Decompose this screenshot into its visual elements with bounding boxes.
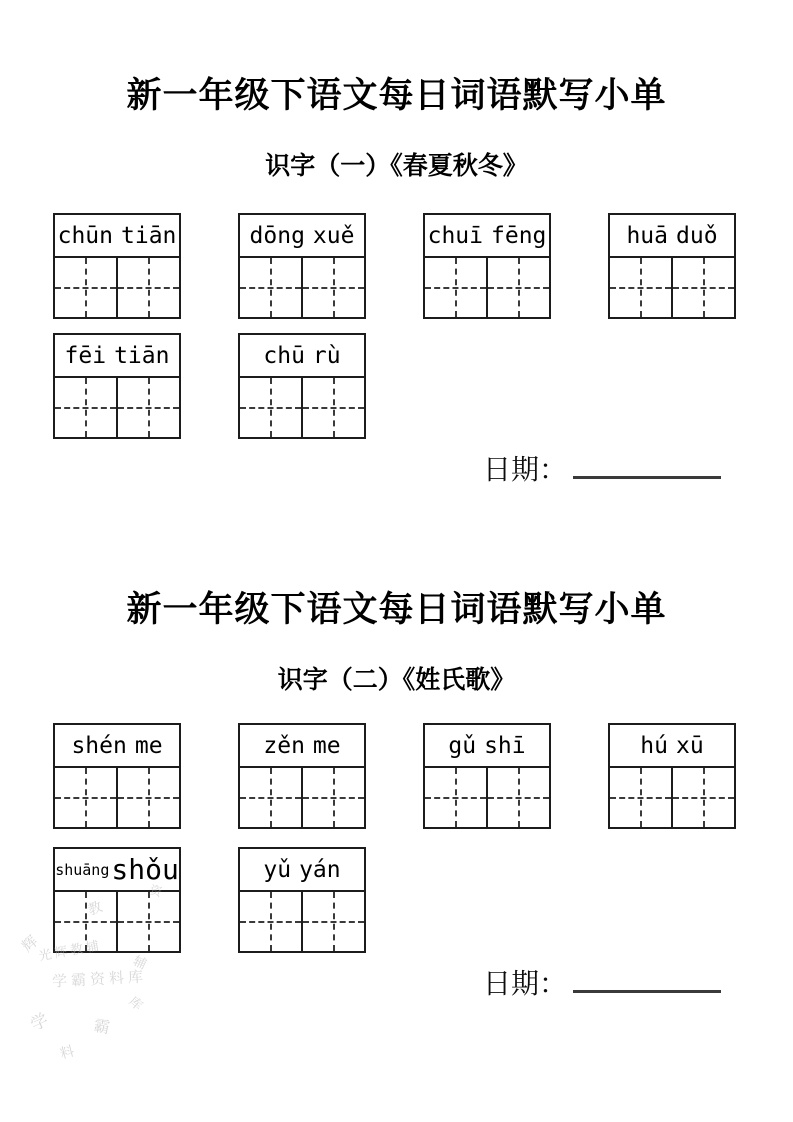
section-2-word-row-2 — [53, 847, 366, 953]
writing-cell — [55, 378, 116, 437]
pinyin-syllable: chuī — [427, 222, 483, 249]
writing-cell — [116, 768, 179, 827]
writing-cells — [55, 378, 179, 437]
pinyin-label — [55, 215, 179, 258]
pinyin-syllable: dōng — [249, 222, 305, 249]
writing-cell — [240, 892, 301, 951]
date-label: 日期： — [483, 455, 568, 486]
writing-cells — [240, 258, 364, 317]
writing-cells — [55, 892, 179, 951]
writing-cells — [610, 768, 734, 827]
pinyin-syllable: fēng — [491, 222, 547, 249]
date-line-section-1 — [483, 448, 721, 488]
watermark-text: 教 — [85, 898, 105, 918]
writing-cells — [610, 258, 734, 317]
pinyin-syllable: fēi — [64, 342, 107, 369]
writing-cell — [425, 258, 486, 317]
watermark-text: 库 — [126, 993, 146, 1014]
writing-cells — [240, 378, 364, 437]
pinyin-syllable: zěn — [263, 732, 305, 759]
writing-cells — [425, 768, 549, 827]
section-1-subtitle: 识字（一）《春夏秋冬》 — [265, 152, 528, 180]
watermark-text: 学霸资料库 — [51, 968, 148, 991]
writing-cells — [425, 258, 549, 317]
pinyin-label — [425, 725, 549, 768]
writing-cell — [301, 378, 364, 437]
writing-cells — [240, 892, 364, 951]
pinyin-label — [240, 725, 364, 768]
section-1-word-row-2 — [53, 333, 366, 439]
watermark-text: 辅 — [131, 952, 150, 972]
pinyin-syllable: shǒu — [111, 853, 179, 886]
pinyin-syllable: xuě — [312, 222, 355, 249]
watermark-text: 光辉教辅 — [37, 937, 104, 964]
pinyin-syllable: shén — [71, 732, 127, 759]
writing-cell — [116, 378, 179, 437]
word-box-dong-xue — [238, 213, 366, 319]
pinyin-syllable: chūn — [57, 222, 113, 249]
pinyin-label — [55, 725, 179, 768]
writing-cell — [610, 258, 671, 317]
writing-cell — [55, 768, 116, 827]
word-box-hua-duo — [608, 213, 736, 319]
writing-cell — [240, 768, 301, 827]
pinyin-syllable: yǔ — [263, 856, 292, 883]
pinyin-label — [425, 215, 549, 258]
writing-cell — [301, 258, 364, 317]
date-blank-line — [573, 966, 721, 993]
writing-cells — [55, 768, 179, 827]
word-box-fei-tian — [53, 333, 181, 439]
section-1-word-row-1 — [53, 213, 736, 319]
word-box-chun-tian — [53, 213, 181, 319]
pinyin-label — [610, 725, 734, 768]
word-box-yu-yan — [238, 847, 366, 953]
watermark-text: 霸 — [92, 1017, 112, 1038]
pinyin-syllable: tiān — [121, 222, 177, 249]
pinyin-syllable: yán — [299, 856, 341, 883]
pinyin-syllable: rù — [312, 342, 341, 369]
pinyin-label — [55, 849, 179, 892]
word-box-shen-me — [53, 723, 181, 829]
watermark-text: 学 — [27, 1010, 52, 1035]
word-box-shuang-shou — [53, 847, 181, 953]
pinyin-syllable: tiān — [114, 342, 170, 369]
pinyin-label — [240, 215, 364, 258]
pinyin-syllable: huā — [626, 222, 668, 249]
date-blank-line — [573, 452, 721, 479]
word-box-gu-shi — [423, 723, 551, 829]
writing-cell — [301, 892, 364, 951]
pinyin-syllable: me — [312, 732, 341, 759]
watermark-text: 资 — [148, 882, 164, 900]
watermark-text: 料 — [58, 1042, 76, 1062]
pinyin-syllable: hú — [640, 732, 668, 759]
writing-cell — [55, 258, 116, 317]
page-title: 新一年级下语文每日词语默写小单 — [126, 76, 667, 115]
pinyin-syllable: shī — [484, 732, 526, 759]
word-box-zen-me — [238, 723, 366, 829]
date-label: 日期： — [483, 969, 568, 1000]
watermark-text: 辉 — [18, 932, 42, 956]
writing-cell — [425, 768, 486, 827]
writing-cell — [55, 892, 116, 951]
writing-cell — [486, 768, 549, 827]
pinyin-syllable: me — [134, 732, 163, 759]
writing-cell — [671, 258, 734, 317]
pinyin-label — [610, 215, 734, 258]
word-box-chu-ru — [238, 333, 366, 439]
writing-cell — [240, 258, 301, 317]
pinyin-label — [240, 335, 364, 378]
page-title-2: 新一年级下语文每日词语默写小单 — [126, 590, 667, 629]
word-box-hu-xu — [608, 723, 736, 829]
writing-cell — [116, 258, 179, 317]
section-2-subtitle: 识字（二）《姓氏歌》 — [277, 666, 516, 694]
writing-cells — [55, 258, 179, 317]
pinyin-syllable: chū — [263, 342, 305, 369]
writing-cell — [240, 378, 301, 437]
pinyin-syllable: gǔ — [448, 732, 477, 759]
word-box-chui-feng — [423, 213, 551, 319]
pinyin-syllable: shuāng — [55, 860, 110, 879]
pinyin-label — [55, 335, 179, 378]
date-line-section-2 — [483, 962, 721, 1002]
writing-cell — [610, 768, 671, 827]
writing-cell — [116, 892, 179, 951]
pinyin-syllable: duǒ — [676, 222, 718, 249]
writing-cells — [240, 768, 364, 827]
writing-cell — [301, 768, 364, 827]
writing-cell — [671, 768, 734, 827]
pinyin-syllable: xū — [676, 732, 704, 759]
pinyin-label — [240, 849, 364, 892]
section-2-word-row-1 — [53, 723, 736, 829]
writing-cell — [486, 258, 549, 317]
